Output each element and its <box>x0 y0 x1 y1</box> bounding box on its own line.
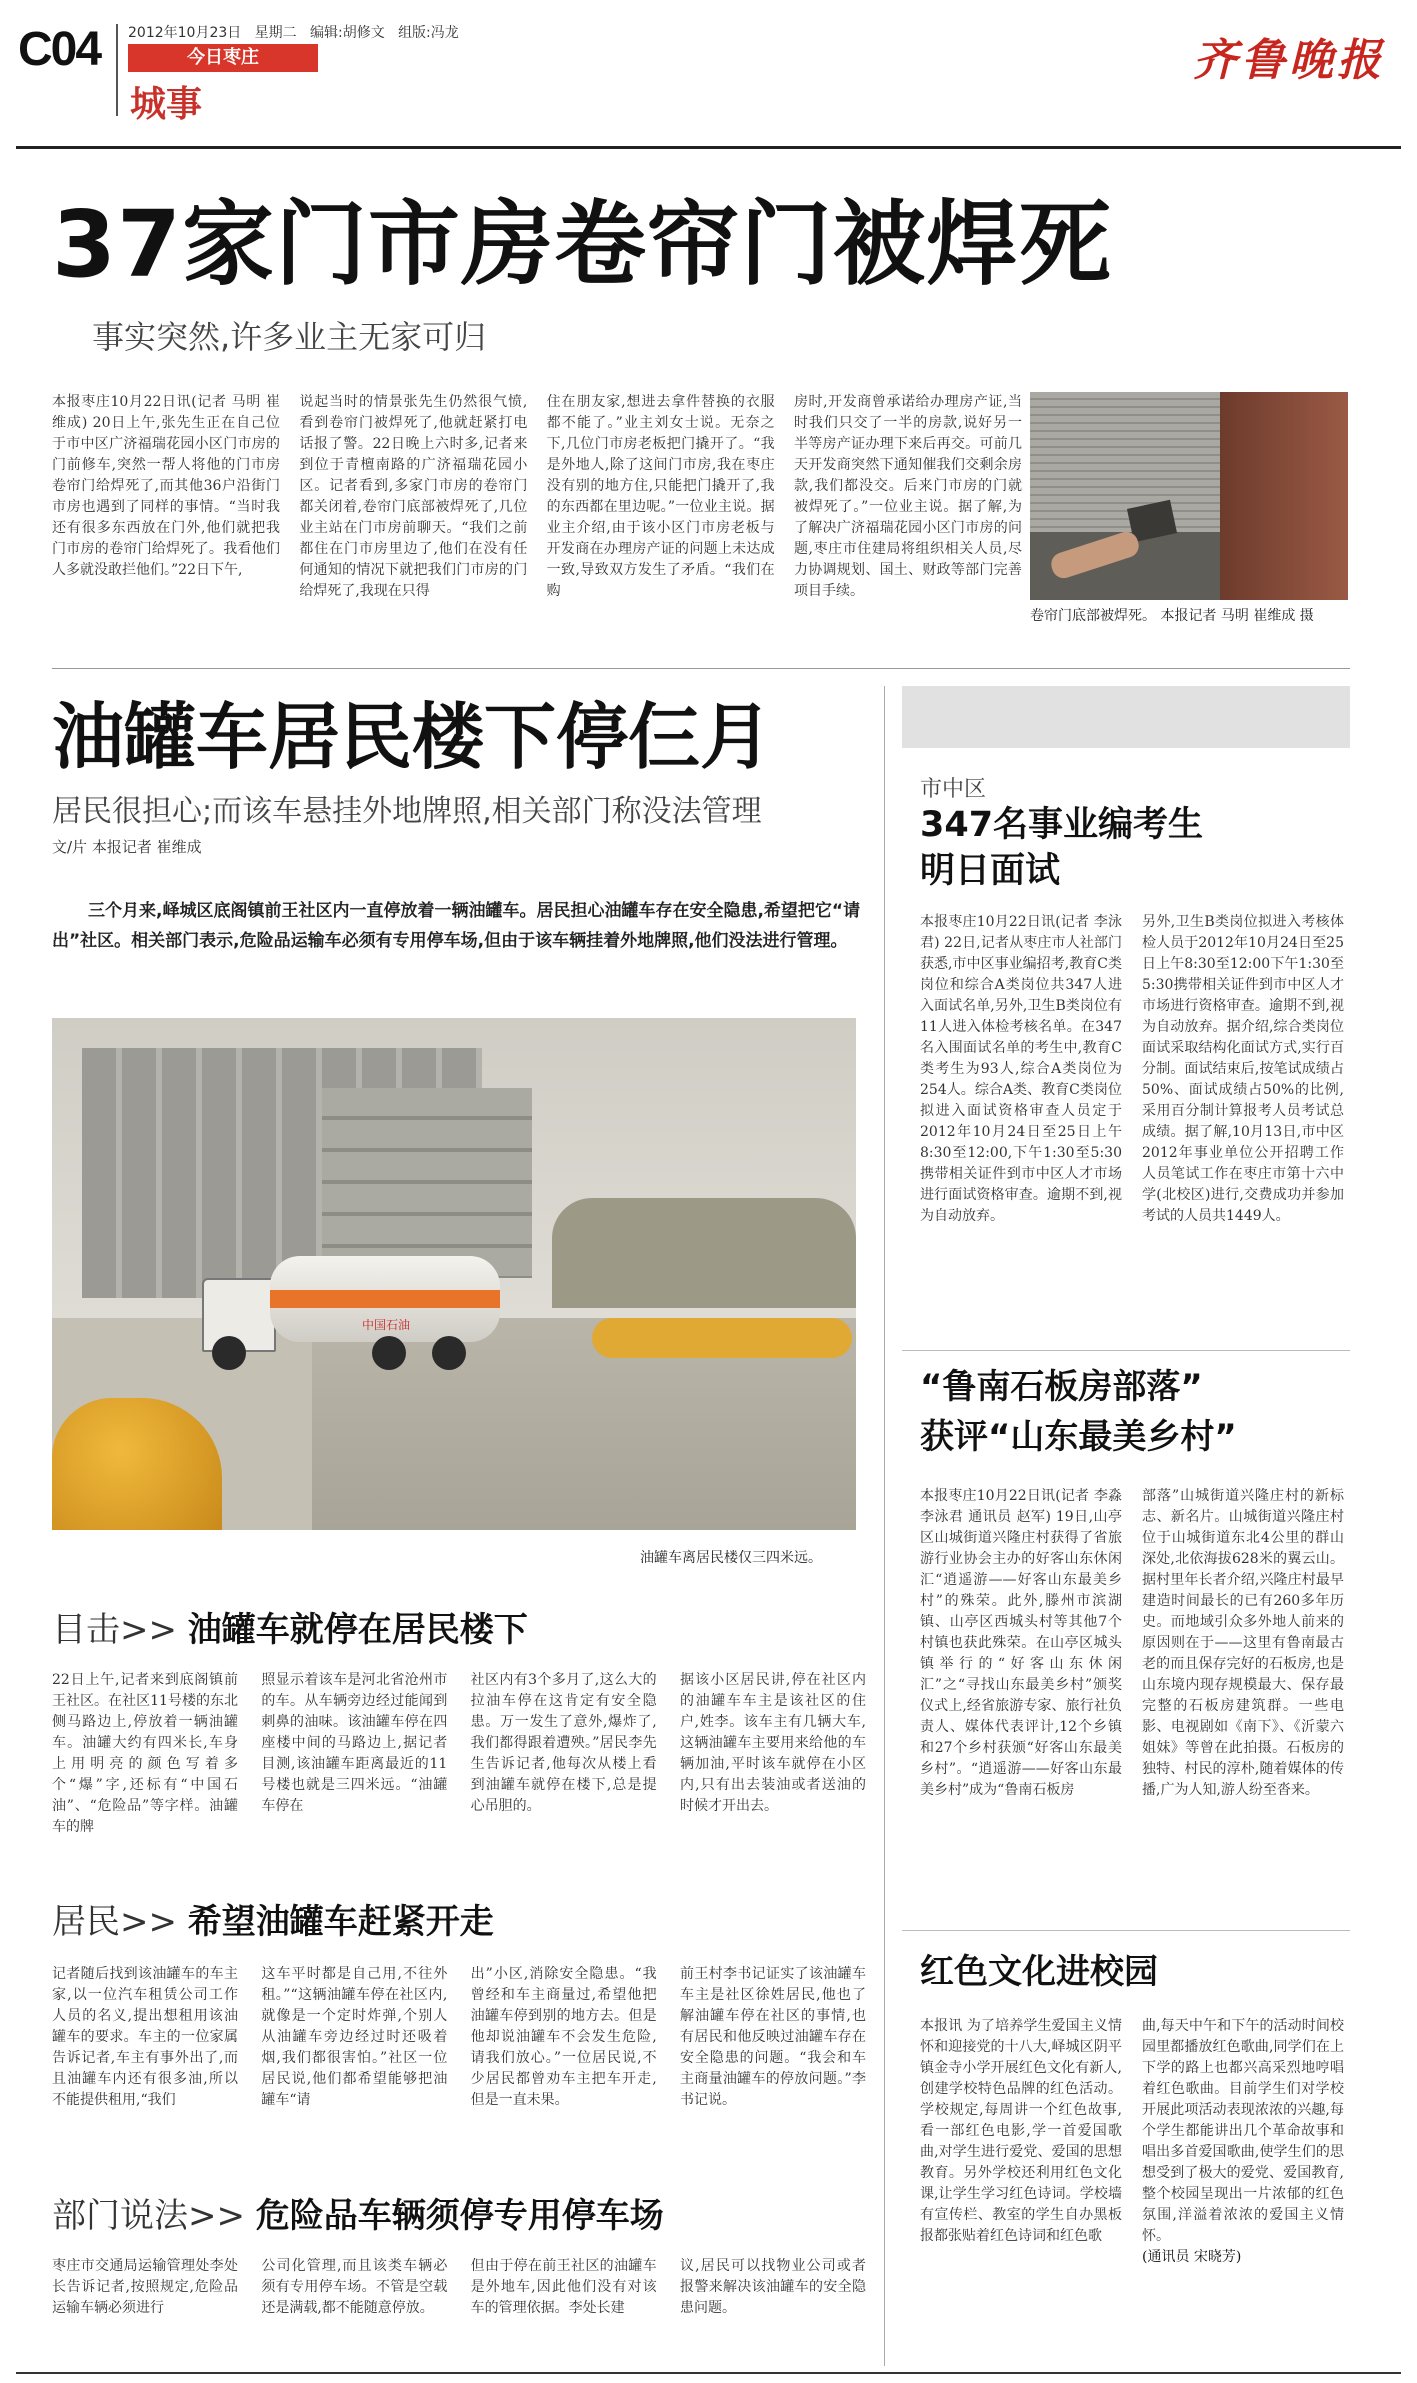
article1-col: 说起当时的情景张先生仍然很气愤,看到卷帘门被焊死了,他就赶紧打电话报了警。22日晚上六时多,记者来到位于青檀南路的广济福瑞花园小区。记者看到,多家门市房的卷帘门都关闭着,卷帘门底部被焊死了,几位业主站在门市房前聊天。“我们之前都住在门市房里边了,他们在没有任何通知的情况下就把我们门市房的门给焊死了,我现在只得 <box>299 394 528 599</box>
corn-pile <box>592 1318 852 1358</box>
section-title: 希望油罐车赶紧开走 <box>187 1902 494 1942</box>
article1-body <box>52 392 1022 654</box>
wheel <box>212 1336 246 1370</box>
body-col: 出”小区,消除安全隐患。“我曾经和车主商量过,希望他把油罐车停到别的地方去。但是他却说油罐车不会发生危险,请我们放心。”一位居民说,不少居民都曾劝车主把车开走,但是一直未果。 <box>470 1966 657 2108</box>
article2-headline: 油罐车居民楼下停仨月 <box>52 695 773 779</box>
body-col: 社区内有3个多月了,这么大的拉油车停在这肯定有安全隐患。万一发生了意外,爆炸了,我们都得跟着遭殃。”居民李先生告诉记者,他每次从楼上看到油罐车就停在楼下,总是提心吊胆的。 <box>470 1672 657 1814</box>
side2-body <box>920 1486 1344 1926</box>
body-col: 前王村李书记证实了该油罐车车主是社区徐姓居民,他也了解油罐车停在社区的事情,也有居民和他反映过油罐车存在安全隐患的问题。“我会和车主商量油罐车的停放问题。”李书记说。 <box>679 1966 866 2108</box>
side3-byline: (通讯员 宋晓芳) <box>1142 2249 1242 2265</box>
issue-date: 2012年10月23日 <box>128 25 242 41</box>
side3-body <box>920 2016 1344 2356</box>
wheel <box>372 1336 406 1370</box>
article1-col: 住在朋友家,想进去拿件替换的衣服都不能了。”业主刘女士说。无奈之下,几位门市房老板把门撬开了。“我是外地人,除了这间门市房,我在枣庄没有别的地方住,只能把门撬开了,我的东西都在里边呢。”一位业主说。据业主介绍,由于该小区门市房老板与开发商在办理房产证的问题上未达成一致,导致双方发生了矛盾。“我们在购 <box>546 394 775 599</box>
tank-label: 中国石油 <box>362 1318 411 1332</box>
article2-subtitle: 居民很担心;而该车悬挂外地牌照,相关部门称没法管理 <box>52 794 762 829</box>
side1-body <box>920 912 1344 1352</box>
section-label: 部门说法>> <box>52 2196 245 2236</box>
tanker-photo <box>52 1018 856 1530</box>
article1-headline: 37家门市房卷帘门被焊死 <box>52 191 1113 298</box>
issue-weekday: 星期二 <box>254 25 297 41</box>
tanker-tank <box>270 1256 500 1342</box>
masthead-logo: 齐鲁晚报 <box>1193 35 1385 86</box>
section-residents-body <box>52 1964 866 2176</box>
side3-col: 曲,每天中午和下午的活动时间校园里都播放红色歌曲,同学们在上下学的路上也都兴高采烈地哼唱着红色歌曲。目前学生们对学校开展此项活动表现浓浓的兴趣,每个学生都能讲出几个革命故事和唱出多首爱国歌曲,使学生们的思想受到了极大的爱党、爱国教育,整个校园呈现出一片浓郁的红色氛围,洋溢着浓浓的爱国主义情怀。 (通讯员 宋晓芳) <box>1142 2016 1344 2356</box>
sidebar-band <box>902 686 1350 748</box>
side1-col: 另外,卫生B类岗位拟进入考核体检人员于2012年10月24日至25日上午8:30至12:00下午1:30至5:30携带相关证件到市中区人才市场进行资格审查。逾期不到,视为自动放弃。据介绍,综合类岗位面试采取结构化面试方式,实行百分制。面试结束后,按笔试成绩占50%、面试成绩占50%的比例,采用百分制计算报考人员考试总成绩。据了解,10月13日,市中区2012年事业单位公开招聘工作人员笔试工作在枣庄市第十六中学(北校区)进行,交费成功并参加考试的人员共1449人。 <box>1142 914 1344 1224</box>
body-col: 记者随后找到该油罐车的车主家,以一位汽车租赁公司工作人员的名义,提出想租用该油罐车的要求。车主的一位家属告诉记者,车主有事外出了,而且油罐车内还有很多油,所以不能提供租用,“我们 <box>52 1966 238 2108</box>
article1-col: 房时,开发商曾承诺给办理房产证,当时我们只交了一半的房款,说好另一半等房产证办理下来后再交。可前几天开发商突然下通知催我们交剩余房款,我们都没交。后来门市房的门就被焊死了。”一位业主说。据了解,为了解决广济福瑞花园小区门市房的问题,枣庄市住建局将组织相关人员,尽力协调规划、国土、财政等部门完善项目手续。 <box>793 394 1022 599</box>
article2-byline: 文/片 本报记者 崔维成 <box>52 838 202 856</box>
footer-rule <box>16 2372 1401 2374</box>
section-department-body <box>52 2256 866 2366</box>
body-col: 照显示着该车是河北省沧州市的车。从车辆旁边经过能闻到刺鼻的油味。该油罐车停在四座楼中间的马路边上,据记者目测,该油罐车距离最近的11号楼也就是三四米远。“油罐车停在 <box>261 1672 448 1814</box>
section-tag: 今日枣庄 <box>128 44 318 72</box>
section-witness-body <box>52 1670 866 1880</box>
body-col: 公司化管理,而且该类车辆必须有专用停车场。不管是空载还是满载,都不能随意停放。 <box>261 2258 448 2316</box>
side3-col: 本报讯 为了培养学生爱国主义情怀和迎接党的十八大,峄城区阴平镇金寺小学开展红色文化有新人,创建学校特色品牌的红色活动。学校规定,每周讲一个红色故事,看一部红色电影,学一首爱国歌曲,对学生进行爱党、爱国的思想教育。另外学校还利用红色文化课,让学生学习红色诗词。学校墙有宣传栏、教室的学生自办黑板报都张贴着红色诗词和红色歌 <box>920 2018 1122 2244</box>
header-rule <box>16 146 1401 149</box>
body-col: 枣庄市交通局运输管理处李处长告诉记者,按照规定,危险品运输车辆必须进行 <box>52 2258 238 2316</box>
side2-title-line: “鲁南石板房部落” <box>920 1367 1203 1407</box>
designer-credit: 组版:冯龙 <box>398 25 459 41</box>
section-title: 危险品车辆须停专用停车场 <box>255 2196 664 2236</box>
tanker-photo-caption: 油罐车离居民楼仅三四米远。 <box>640 1550 822 1566</box>
article1-divider <box>52 668 1350 669</box>
section-label: 目击>> <box>52 1610 177 1650</box>
shutter-photo-caption: 卷帘门底部被焊死。 本报记者 马明 崔维成 摄 <box>1030 608 1314 624</box>
article1-col: 本报枣庄10月22日讯(记者 马明 崔维成) 20日上午,张先生正在自己位于市中区广济福瑞花园小区门市房的门前修车,突然一帮人将他的门市房卷帘门给焊死了,而其他36户沿街门市房也遇到了同样的事情。“当时我还有很多东西放在门外,他们就把我门市房的卷帘门给焊死了。我看他们人多就没敢拦他们。”22日下午, <box>52 394 280 578</box>
body-col: 但由于停在前王社区的油罐车是外地车,因此他们没有对该车的管理依据。李处长建 <box>470 2258 657 2316</box>
editor-credit: 编辑:胡修文 <box>309 25 385 41</box>
side1-title <box>920 802 1203 894</box>
wall-edge <box>1220 392 1348 600</box>
header-divider <box>116 24 118 116</box>
sidebar-rule <box>884 686 885 2366</box>
wheel <box>432 1336 466 1370</box>
body-col: 22日上午,记者来到底阁镇前王社区。在社区11号楼的东北侧马路边上,停放着一辆油罐车。油罐大约有四米长,车身上用明亮的颜色写着多个“爆”字,还标有“中国石油”、“危险品”等字样。油罐车的牌 <box>52 1672 238 1835</box>
section-label: 居民>> <box>52 1902 177 1942</box>
body-col: 议,居民可以找物业公司或者报警来解决该油罐车的安全隐患问题。 <box>679 2258 866 2316</box>
side3-title: 红色文化进校园 <box>920 1952 1158 1992</box>
body-col: 据该小区居民讲,停在社区内的油罐车车主是该社区的住户,姓李。该车主有几辆大车,这辆油罐车主要用来给他的车辆加油,平时该车就停在小区内,只有出去装油或者送油的时候才开出去。 <box>679 1672 866 1814</box>
page-number: C04 <box>18 23 101 76</box>
shutter-photo <box>1030 392 1348 600</box>
section-heading-residents <box>52 1894 494 1943</box>
side2-col: 本报枣庄10月22日讯(记者 李淼 李泳君 通讯员 赵军) 19日,山亭区山城街道兴隆庄村获得了省旅游行业协会主办的好客山东休闲汇“逍遥游——好客山东最美乡村”的殊荣。此外,滕州市滨湖镇、山亭区西城头村等其他7个村镇也获此殊荣。在山亭区城头镇举行的“好客山东休闲汇”之“寻找山东最美乡村”颁奖仪式上,经省旅游专家、旅行社负责人、媒体代表评计,12个乡镇和27个乡村获颁“好客山东最美乡村”。“逍遥游——好客山东最美乡村”成为“鲁南石板房 <box>920 1488 1122 1798</box>
side-divider <box>902 1350 1350 1351</box>
section-title: 油罐车就停在居民楼下 <box>187 1610 528 1650</box>
tank-stripe <box>270 1290 500 1308</box>
side1-title-line: 明日面试 <box>920 851 1061 891</box>
article1-subtitle: 事实突然,许多业主无家可归 <box>92 318 487 356</box>
header-meta <box>128 22 459 42</box>
body-col: 这车平时都是自己用,不往外租。”“这辆油罐车停在社区内,就像是一个定时炸弹,个别人从油罐车旁边经过时还吸着烟,我们都很害怕。”社区一位居民说,他们都希望能够把油罐车“请 <box>261 1966 448 2108</box>
section-heading-witness <box>52 1602 528 1651</box>
side2-title <box>920 1362 1237 1462</box>
side2-col: 部落”山城街道兴隆庄村的新标志、新名片。山城街道兴隆庄村位于山城街道东北4公里的群山深处,北依海拔628米的翼云山。据村里年长者介绍,兴隆庄村最早建造时间最长的已有260多年历史。而地域引众多外地人前来的原因则在于——这里有鲁南最古老的而且保存完好的石板房,也是山东境内现存规模最大、保存最完整的石板房建筑群。一些电影、电视剧如《南下》、《沂蒙六姐妹》等曾在此拍摄。石板房的独特、村民的淳朴,随着媒体的传播,广为人知,游人纷至沓来。 <box>1142 1488 1344 1798</box>
side1-kicker: 市中区 <box>920 777 987 802</box>
side2-title-line: 获评“山东最美乡村” <box>920 1417 1237 1457</box>
apartment-building <box>322 1088 532 1278</box>
section-heading-department <box>52 2188 664 2237</box>
side-divider <box>902 1930 1350 1931</box>
side1-title-line: 347名事业编考生 <box>920 805 1204 845</box>
article2-lead: 三个月来,峄城区底阁镇前王社区内一直停放着一辆油罐车。居民担心油罐车存在安全隐患,希望把它“请出”社区。相关部门表示,危险品运输车必须有专用停车场,但由于该车辆挂着外地牌照,他们没法进行管理。 <box>52 901 861 951</box>
tree-row <box>552 1198 856 1308</box>
section-name: 城事 <box>130 84 203 125</box>
side1-col: 本报枣庄10月22日讯(记者 李泳君) 22日,记者从枣庄市人社部门获悉,市中区事业编招考,教育C类岗位和综合A类岗位共347人进入面试名单,另外,卫生B类岗位有11人进入体检考核名单。在347名入围面试名单的考生中,教育C类考生为93人,综合A类岗位为254人。综合A类、教育C类岗位拟进入面试资格审查人员定于2012年10月24日至25日上午8:30至12:00,下午1:30至5:30携带相关证件到市中区人才市场进行面试资格审查。逾期不到,视为自动放弃。 <box>920 914 1122 1224</box>
shutter-door <box>1030 392 1220 532</box>
